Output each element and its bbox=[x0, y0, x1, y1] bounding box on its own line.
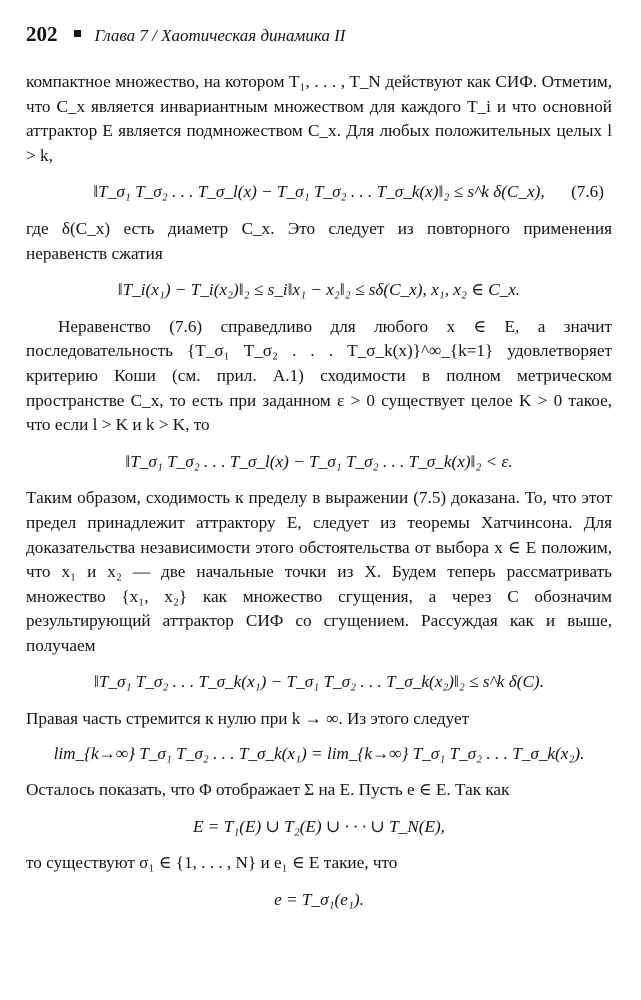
equation-condensation: ‖T_σ₁ T_σ₂ . . . T_σ_k(x₁) − T_σ₁ T_σ₂ . . . T_σ_k(x₂)‖₂ ≤ s^k δ(C). bbox=[94, 672, 544, 692]
equation-union: E = T₁(E) ∪ T₂(E) ∪ · · · ∪ T_N(E), bbox=[193, 816, 445, 836]
equation-7-6 bbox=[26, 180, 612, 205]
equation-contraction: ‖T_i(x₁) − T_i(x₂)‖₂ ≤ s_i‖x₁ − x₂‖₂ ≤ sδ(C_x), x₁, x₂ ∈ C_x. bbox=[117, 280, 521, 300]
equation-limits: lim_{k→∞} T_σ₁ T_σ₂ . . . T_σ_k(x₁) = lim_{k→∞} T_σ₁ T_σ₂ . . . T_σ_k(x₂). bbox=[53, 743, 585, 763]
paragraph-6: Осталось показать, что Φ отображает Σ на E. Пусть e ∈ E. Так как bbox=[26, 780, 510, 800]
header-bullet bbox=[74, 30, 81, 37]
paragraph-2: где δ(C_x) есть диаметр C_x. Это следует из повторного применения неравенств сжатия bbox=[26, 218, 612, 263]
paragraph-1: компактное множество, на котором T₁, . . . , T_N действуют как СИФ. Отметим, что C_x является инвариантным множеством для каждого T_i и что основной аттрактор E является подмножеством C_x. Для любых положительных целых l > k, bbox=[26, 72, 612, 165]
paragraph-5: Правая часть стремится к нулю при k → ∞. Из этого следует bbox=[26, 709, 470, 729]
paragraph-7: то существуют σ₁ ∈ {1, . . . , N} и e₁ ∈ E такие, что bbox=[26, 853, 398, 873]
equation-cauchy: ‖T_σ₁ T_σ₂ . . . T_σ_l(x) − T_σ₁ T_σ₂ . . . T_σ_k(x)‖₂ < ε. bbox=[125, 451, 513, 471]
equation-number: (7.6) bbox=[571, 182, 604, 202]
chapter-title: Глава 7 / Хаотическая динамика II bbox=[94, 26, 346, 45]
paragraph-3: Неравенство (7.6) справедливо для любого x ∈ E, а значит последовательность {T_σ₁ T_σ₂ . . . T_σ_k(x)}^∞_{k=1} удовлетворяет критерию Коши (см. прил. A.1) сходимости в полном метрическом пространстве C_x, то есть при заданном ε > 0 существует целое K > 0 такое, что если l > K и k > K, то bbox=[26, 316, 612, 435]
paragraph-4: Таким образом, сходимость к пределу в выражении (7.5) доказана. То, что этот предел принадлежит аттрактору E, следует из теоремы Хатчинсона. Для доказательства независимости этого обстоятельства от выбора x ∈ E положим, что x₁ и x₂ — две начальные точки из X. Будем теперь рассматривать множество {x₁, x₂} как множество сгущения, а через C обозначим результирующий аттрактор СИФ со сгущением. Рассуждая как и выше, получаем bbox=[26, 488, 612, 655]
page-body bbox=[26, 70, 612, 925]
running-header bbox=[26, 22, 617, 46]
page-number: 202 bbox=[26, 22, 58, 46]
equation-7-6-expression: ‖T_σ₁ T_σ₂ . . . T_σ_l(x) − T_σ₁ T_σ₂ . . . T_σ_k(x)‖₂ ≤ s^k δ(C_x), bbox=[93, 182, 545, 202]
equation-final: e = T_σ₁(e₁). bbox=[274, 890, 364, 910]
